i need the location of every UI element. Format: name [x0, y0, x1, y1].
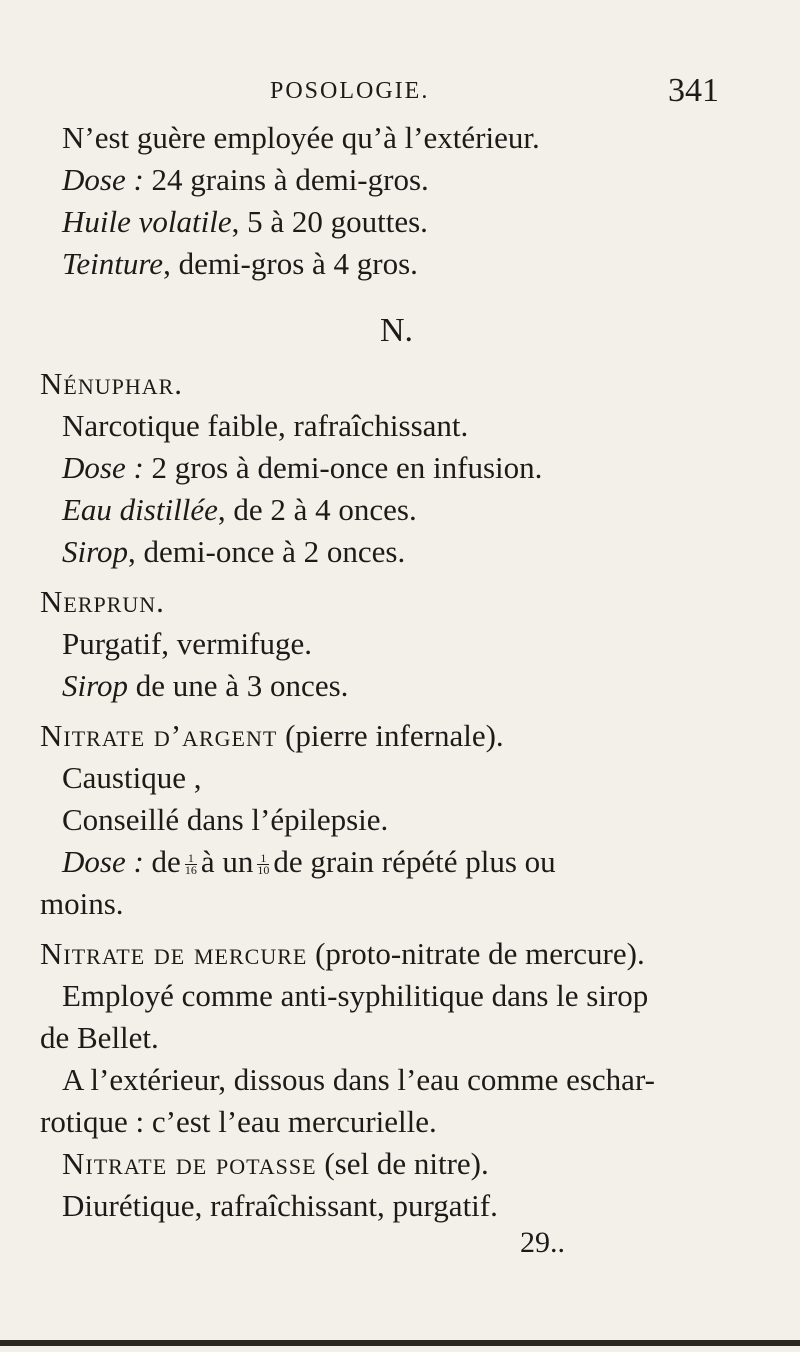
page-edge-shadow: [0, 1340, 800, 1346]
continuation-line-1: N’est guère employée qu’à l’extérieur.: [62, 120, 540, 155]
nitrate-potasse-title: Nitrate de potasse: [62, 1146, 317, 1181]
nitrate-potasse-title-suffix: (sel de nitre).: [324, 1146, 489, 1181]
nitrate-mercure-line-4: rotique : c’est l’eau mercurielle.: [40, 1104, 437, 1139]
nitrate-argent-title: Nitrate d’argent: [40, 718, 278, 753]
nerprun-title: Nerprun.: [40, 584, 165, 619]
huile-label: Huile volatile: [62, 204, 232, 239]
teinture-label: Teinture: [62, 246, 164, 281]
nitrate-mercure-line-2: de Bellet.: [40, 1020, 159, 1055]
nitrate-argent-line-2: Conseillé dans l’épilepsie.: [62, 802, 389, 837]
dose-text: 2 gros à demi-once en infusion.: [151, 450, 543, 485]
page-number: 341: [668, 72, 719, 109]
dose-text: 24 grains à demi-gros.: [151, 162, 429, 197]
continuation-teinture-line: [62, 244, 418, 284]
section-letter: N.: [380, 312, 414, 349]
nitrate-mercure-title-suffix: (proto-nitrate de mercure).: [315, 936, 645, 971]
sirop-label: Sirop: [62, 534, 129, 569]
running-header: POSOLOGIE.: [270, 78, 430, 104]
fraction-one-tenth: $\frac{1}{10}$: [257, 851, 270, 878]
signature-mark: 29..: [520, 1226, 565, 1259]
huile-text: , 5 à 20 gouttes.: [231, 204, 428, 239]
teinture-text: , demi-gros à 4 gros.: [163, 246, 418, 281]
nenuphar-title: Nénuphar.: [40, 366, 184, 401]
sirop-text: , demi-once à 2 onces.: [128, 534, 406, 569]
eau-label: Eau distillée: [62, 492, 218, 527]
nitrate-potasse-heading: [62, 1144, 489, 1184]
nitrate-potasse-line-1: Diurétique, rafraîchissant, purgatif.: [62, 1188, 498, 1223]
dose-de: de: [151, 844, 181, 879]
continuation-huile-line: [62, 202, 428, 242]
dose-label: Dose :: [62, 450, 144, 485]
dose-label: Dose :: [62, 844, 144, 879]
nitrate-mercure-heading: [40, 934, 645, 974]
nitrate-argent-line-1: Caustique ,: [62, 760, 202, 795]
nitrate-argent-title-suffix: (pierre infernale).: [285, 718, 504, 753]
dose-end: de grain répété plus ou: [273, 844, 556, 879]
nenuphar-eau-line: [62, 490, 417, 530]
nenuphar-sirop-line: [62, 532, 405, 572]
nerprun-props: Purgatif, vermifuge.: [62, 626, 312, 661]
dose-mid: à un: [200, 844, 254, 879]
continuation-dose-line: [62, 160, 429, 200]
nenuphar-props: Narcotique faible, rafraîchissant.: [62, 408, 469, 443]
nitrate-argent-dose-line: [62, 842, 556, 882]
sirop-text: de une à 3 onces.: [135, 668, 349, 703]
eau-text: , de 2 à 4 onces.: [217, 492, 417, 527]
nitrate-mercure-line-1: Employé comme anti-syphilitique dans le sirop: [62, 978, 649, 1013]
nitrate-argent-dose-cont: moins.: [40, 886, 124, 921]
fraction-one-sixteenth: $\frac{1}{16}$: [184, 851, 197, 878]
nenuphar-dose-line: [62, 448, 542, 488]
dose-label: Dose :: [62, 162, 144, 197]
sirop-label: Sirop: [62, 668, 129, 703]
nerprun-sirop-line: [62, 666, 348, 706]
nitrate-argent-heading: [40, 716, 504, 756]
nitrate-mercure-title: Nitrate de mercure: [40, 936, 308, 971]
nitrate-mercure-line-3: A l’extérieur, dissous dans l’eau comme eschar-: [62, 1062, 655, 1097]
